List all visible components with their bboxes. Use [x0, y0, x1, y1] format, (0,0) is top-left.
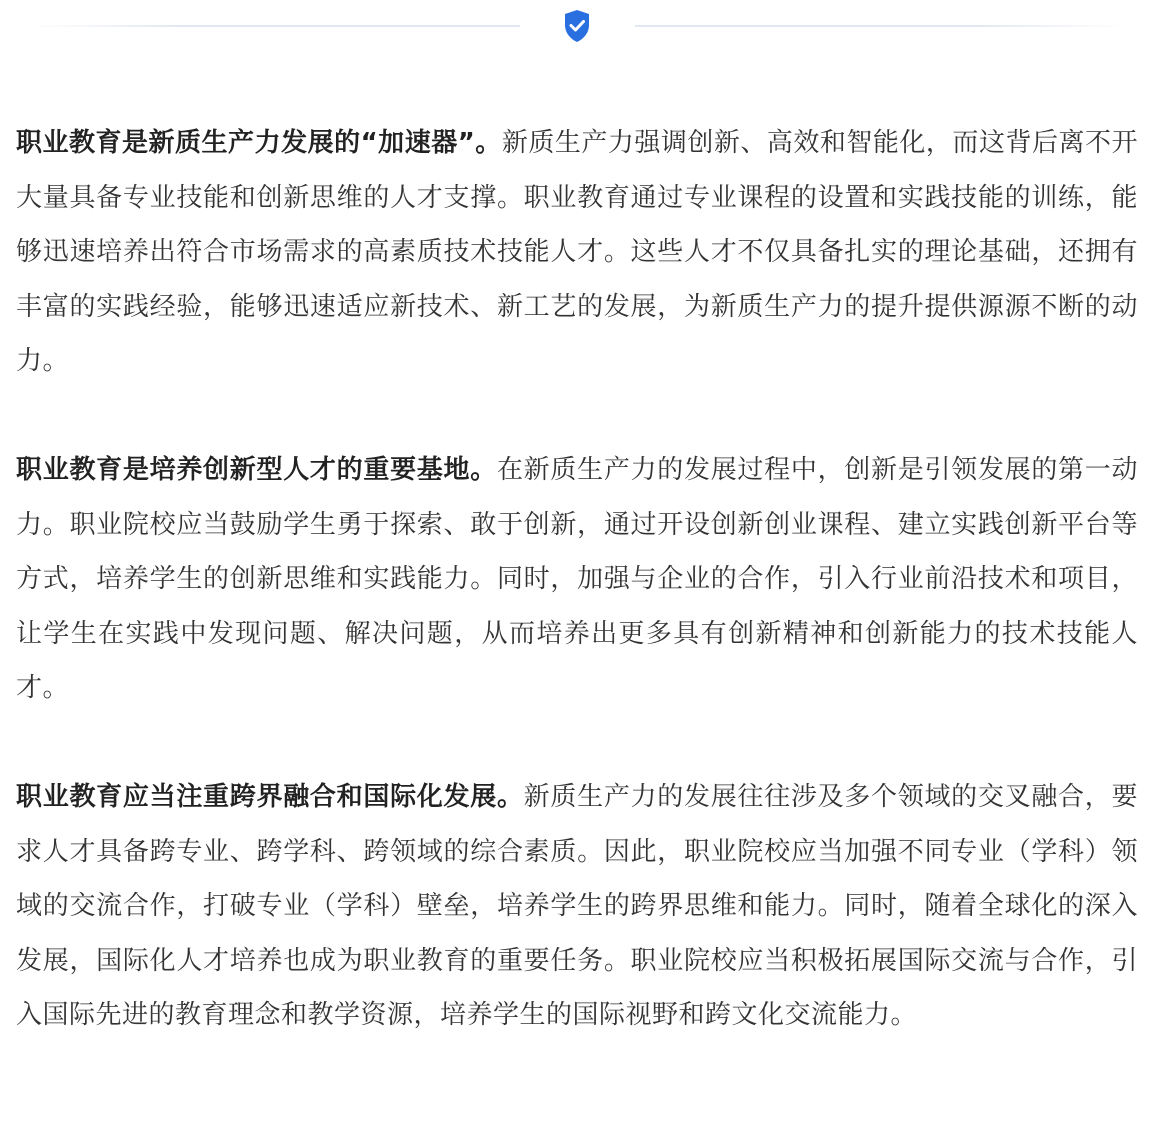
article-body: [16, 116, 1138, 1043]
paragraph-text: 新质生产力强调创新、高效和智能化，而这背后离不开大量具备专业技能和创新思维的人才支撑。职业教育通过专业课程的设置和实践技能的训练，能够迅速培养出符合市场需求的高素质技术技能人才。这些人才不仅具备扎实的理论基础，还拥有丰富的实践经验，能够迅速适应新技术、新工艺的发展，为新质生产力的提升提供源源不断的动力。: [16, 128, 1138, 376]
paragraph-text: 新质生产力的发展往往涉及多个领域的交叉融合，要求人才具备跨专业、跨学科、跨领域的综合素质。因此，职业院校应当加强不同专业（学科）领域的交流合作，打破专业（学科）壁垒，培养学生的跨界思维和能力。同时，随着全球化的深入发展，国际化人才培养也成为职业教育的重要任务。职业院校应当积极拓展国际交流与合作，引入国际先进的教育理念和教学资源，培养学生的国际视野和跨文化交流能力。: [16, 782, 1138, 1030]
paragraph-lead: 职业教育是新质生产力发展的“加速器”。: [16, 128, 502, 158]
paragraph-lead: 职业教育应当注重跨界融合和国际化发展。: [16, 782, 524, 812]
divider-line-right: [635, 25, 1125, 27]
divider-line-left: [30, 25, 520, 27]
paragraph-cross-border: [16, 770, 1138, 1043]
paragraph-accelerator: [16, 116, 1138, 389]
paragraph-text: 在新质生产力的发展过程中，创新是引领发展的第一动力。职业院校应当鼓励学生勇于探索、敢于创新，通过开设创新创业课程、建立实践创新平台等方式，培养学生的创新思维和实践能力。同时，加强与企业的合作，引入行业前沿技术和项目，让学生在实践中发现问题、解决问题，从而培养出更多具有创新精神和创新能力的技术技能人才。: [16, 455, 1138, 703]
section-divider: [0, 0, 1155, 60]
paragraph-lead: 职业教育是培养创新型人才的重要基地。: [16, 455, 497, 485]
shield-check-icon: [562, 8, 592, 44]
paragraph-innovation-base: [16, 443, 1138, 716]
